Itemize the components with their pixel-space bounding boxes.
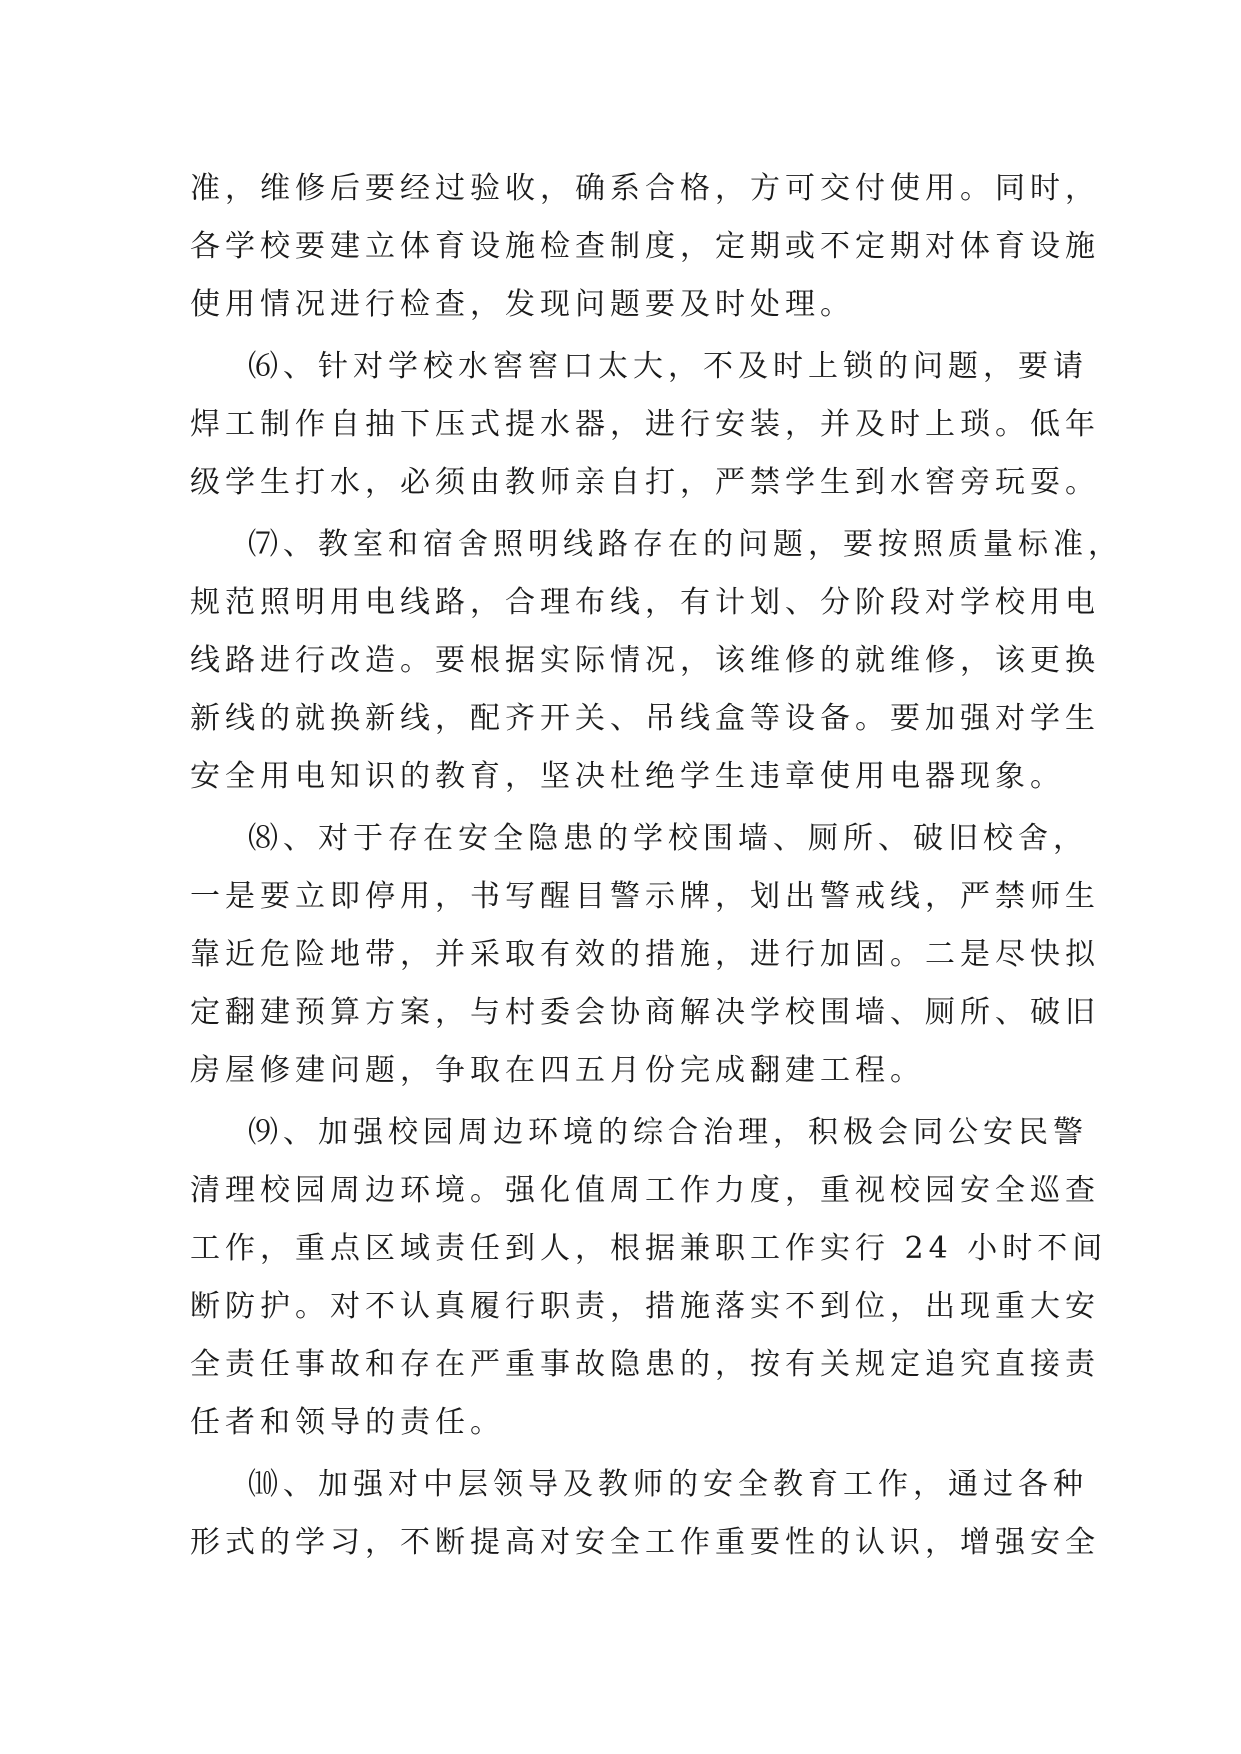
paragraph-line: ⑺、教室和宿舍照明线路存在的问题，要按照质量标准， (248, 527, 1123, 562)
paragraph-line: 线路进行改造。要根据实际情况，该维修的就维修，该更换 (190, 643, 1100, 678)
paragraph-line: 工作，重点区域责任到人，根据兼职工作实行 24 小时不间 (190, 1231, 1108, 1266)
paragraph-line: 断防护。对不认真履行职责，措施落实不到位，出现重大安 (190, 1289, 1100, 1324)
paragraph-continued (190, 160, 1100, 334)
paragraph-line: 准，维修后要经过验收，确系合格，方可交付使用。同时， (190, 171, 1100, 206)
paragraph-item-9 (190, 1104, 1108, 1452)
paragraph-item-6 (190, 338, 1100, 512)
paragraph-line: 级学生打水，必须由教师亲自打，严禁学生到水窖旁玩耍。 (190, 465, 1100, 500)
paragraph-line: 使用情况进行检查，发现问题要及时处理。 (190, 287, 855, 322)
paragraph-item-8 (190, 810, 1100, 1100)
paragraph-line: 规范照明用电线路，合理布线，有计划、分阶段对学校用电 (190, 585, 1100, 620)
paragraph-line: 形式的学习，不断提高对安全工作重要性的认识，增强安全 (190, 1525, 1100, 1560)
paragraph-line: ⑹、针对学校水窖窖口太大，不及时上锁的问题，要请 (248, 349, 1088, 384)
paragraph-item-10 (190, 1456, 1100, 1572)
paragraph-line: 定翻建预算方案，与村委会协商解决学校围墙、厕所、破旧 (190, 995, 1100, 1030)
paragraph-line: 一是要立即停用，书写醒目警示牌，划出警戒线，严禁师生 (190, 879, 1100, 914)
paragraph-line: ⑽、加强对中层领导及教师的安全教育工作，通过各种 (248, 1467, 1088, 1502)
paragraph-line: ⑻、对于存在安全隐患的学校围墙、厕所、破旧校舍， (248, 821, 1088, 856)
paragraph-line: 各学校要建立体育设施检查制度，定期或不定期对体育设施 (190, 229, 1100, 264)
paragraph-line: 任者和领导的责任。 (190, 1405, 505, 1440)
paragraph-line: 靠近危险地带，并采取有效的措施，进行加固。二是尽快拟 (190, 937, 1100, 972)
document-body (190, 160, 1123, 1572)
paragraph-line: 焊工制作自抽下压式提水器，进行安装，并及时上琐。低年 (190, 407, 1100, 442)
paragraph-line: 全责任事故和存在严重事故隐患的，按有关规定追究直接责 (190, 1347, 1100, 1382)
paragraph-item-7 (190, 516, 1123, 806)
paragraph-line: 安全用电知识的教育，坚决杜绝学生违章使用电器现象。 (190, 759, 1065, 794)
paragraph-line: 房屋修建问题，争取在四五月份完成翻建工程。 (190, 1053, 925, 1088)
paragraph-line: 新线的就换新线，配齐开关、吊线盒等设备。要加强对学生 (190, 701, 1100, 736)
paragraph-line: ⑼、加强校园周边环境的综合治理，积极会同公安民警 (248, 1115, 1088, 1150)
paragraph-line: 清理校园周边环境。强化值周工作力度，重视校园安全巡查 (190, 1173, 1100, 1208)
